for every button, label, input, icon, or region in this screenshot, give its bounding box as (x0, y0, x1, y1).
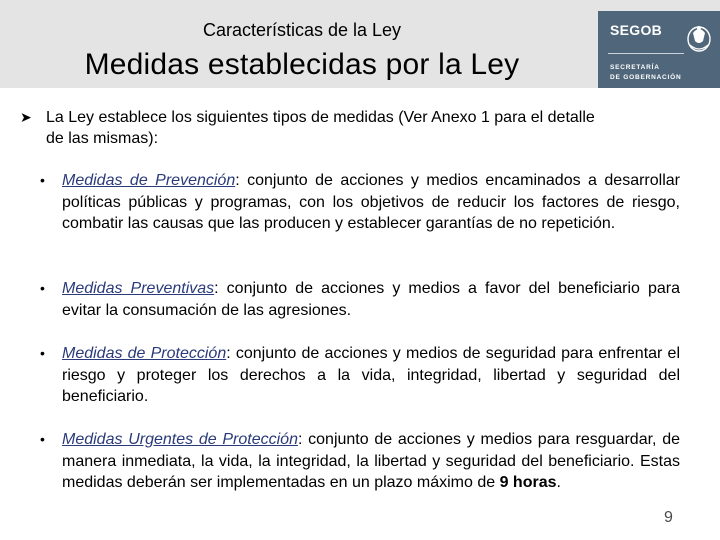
measure-description: : conjunto de acciones y medios a favor del beneficiario para evitar la consumación de las agresiones. (62, 280, 681, 319)
arrow-bullet-icon: ➤ (20, 109, 32, 125)
slide-title: Medidas establecidas por la Ley (84, 48, 520, 81)
logo-subtitle (610, 63, 682, 83)
bullet-icon: • (40, 280, 45, 296)
segob-logo (598, 11, 720, 88)
measure-term: Medidas Urgentes de Protección (62, 431, 298, 448)
bullet-icon: • (40, 172, 45, 188)
list-item (40, 343, 680, 408)
measure-term: Medidas de Prevención (62, 172, 236, 189)
sentence-end: . (556, 474, 561, 491)
page-number: 9 (664, 509, 673, 526)
list-item (40, 278, 680, 321)
logo-name: SEGOB (610, 22, 663, 38)
measure-description: : conjunto de acciones y medios encaminados a desarrollar políticas públicas y programas, con los objetivos de reducir los factores de riesgo, combatir las causas que las producen y establecer garantías de no repetición. (62, 172, 680, 232)
list-item (40, 429, 680, 494)
logo-subtitle-line1: SECRETARÍA (610, 64, 660, 71)
intro-line: de las mismas): (46, 130, 159, 147)
time-limit: 9 horas (499, 474, 557, 491)
bullet-icon: • (40, 431, 45, 447)
measure-description: : conjunto de acciones y medios para resguardar, de manera inmediata, la vida, la integridad, la libertad y seguridad del beneficiario. Estas medidas deberán ser implementadas en un plazo máximo de (62, 431, 680, 491)
logo-divider (608, 53, 684, 54)
measure-description: : conjunto de acciones y medios de seguridad para enfrentar el riesgo y proteger los derechos a la vida, integridad, libertad y seguridad del beneficiario. (62, 345, 680, 405)
national-seal-icon (684, 19, 714, 55)
intro-line: La Ley establece los siguientes tipos de medidas (Ver Anexo 1 para el detalle (46, 109, 595, 126)
slide-subtitle: Características de la Ley (202, 20, 402, 40)
measure-term: Medidas de Protección (62, 345, 227, 362)
list-item (40, 170, 680, 235)
bullet-icon: • (40, 345, 45, 361)
intro-paragraph (20, 107, 680, 149)
logo-subtitle-line2: DE GOBERNACIÓN (610, 74, 682, 81)
measure-term: Medidas Preventivas (62, 280, 215, 297)
